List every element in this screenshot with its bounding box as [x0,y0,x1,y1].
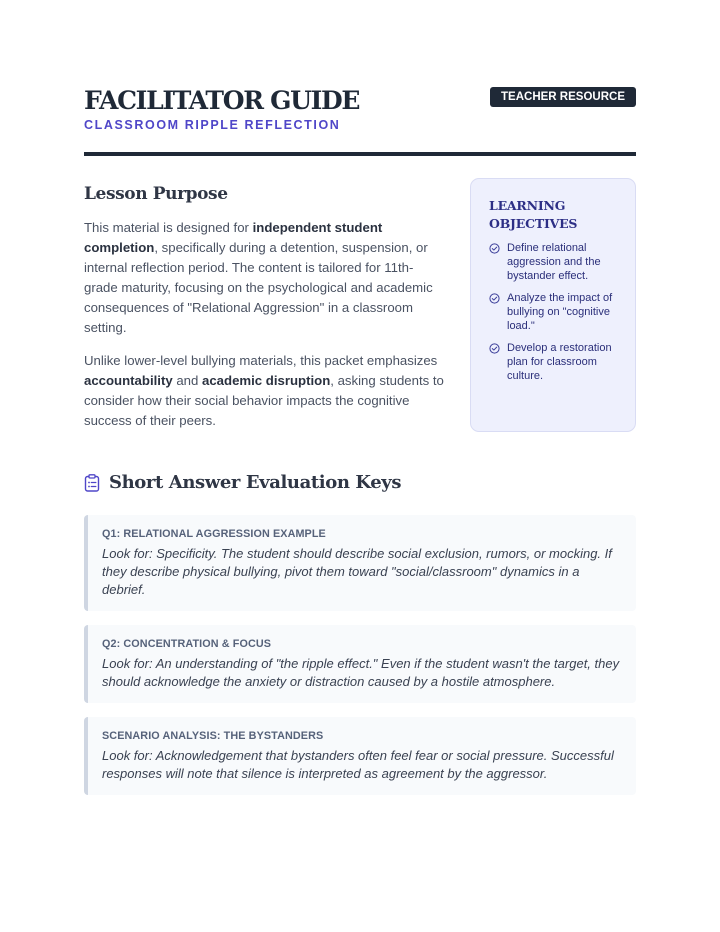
page-subtitle: CLASSROOM RIPPLE REFLECTION [84,118,341,132]
key-question-label: Q2: CONCENTRATION & FOCUS [102,638,272,650]
key-answer-guidance: Look for: Specificity. The student should describe social exclusion, rumors, or mocking. If they describe physical bullying, pivot them toward "social/classroom" dynamics in a debrief. [102,546,612,597]
clipboard-list-icon [84,474,100,492]
purpose-p2-text-e: , asking students to consider how their social behavior impacts the cognitive success of their peers. [84,373,444,428]
key-question-label: SCENARIO ANALYSIS: THE BYSTANDERS [102,730,324,742]
page-header [84,86,636,152]
evaluation-key-card [84,717,636,795]
purpose-p1-text-c: , specifically during a detention, suspension, or internal reflection period. The content is tailored for 11th-grade maturity, focusing on the psychological and academic consequences of "Relational Aggression" in a classroom setting. [84,240,433,335]
header-divider [84,152,636,156]
objective-text: Define relational aggression and the bystander effect. [507,242,601,282]
evaluation-key-card [84,515,636,611]
objective-text: Develop a restoration plan for classroom culture. [507,342,612,382]
check-circle-icon [489,343,500,354]
objective-item [489,291,621,333]
lesson-purpose-text [84,184,444,431]
purpose-paragraph-2 [84,351,444,431]
purpose-p2-text-a: Unlike lower-level bullying materials, this packet emphasizes [84,353,438,368]
learning-objectives-box [470,178,636,432]
check-circle-icon [489,243,500,254]
purpose-p2-text-c: and [172,373,203,388]
evaluation-keys-heading: Short Answer Evaluation Keys [109,472,402,493]
teacher-resource-badge: TEACHER RESOURCE [490,87,636,107]
key-answer-guidance: Look for: Acknowledgement that bystanders often feel fear or social pressure. Successful responses will note that silence is interpreted as agreement by the aggressor. [102,748,614,781]
objective-item [489,241,621,283]
purpose-p1-text-a: This material is designed for [84,220,253,235]
check-circle-icon [489,293,500,304]
key-answer-guidance: Look for: An understanding of "the ripple effect." Even if the student wasn't the target, they should acknowledge the anxiety or distraction caused by a hostile atmosphere. [102,656,620,689]
purpose-p2-bold-2: academic disruption [202,373,331,388]
purpose-p1-bold: independent student completion [84,220,383,255]
learning-objectives-title: LEARNING OBJECTIVES [489,198,578,231]
objective-text: Analyze the impact of bullying on "cognitive load." [507,292,613,332]
learning-objectives-list [489,241,621,383]
lesson-purpose-heading: Lesson Purpose [84,184,228,204]
objective-item [489,341,621,383]
key-question-label: Q1: RELATIONAL AGGRESSION EXAMPLE [102,528,326,540]
purpose-paragraph-1 [84,218,444,338]
lesson-purpose-section [84,184,636,442]
evaluation-keys-header [84,472,636,493]
page-title: FACILITATOR GUIDE [84,86,360,115]
facilitator-guide-page [84,86,636,795]
evaluation-key-card [84,625,636,703]
purpose-p2-bold-1: accountability [84,373,173,388]
